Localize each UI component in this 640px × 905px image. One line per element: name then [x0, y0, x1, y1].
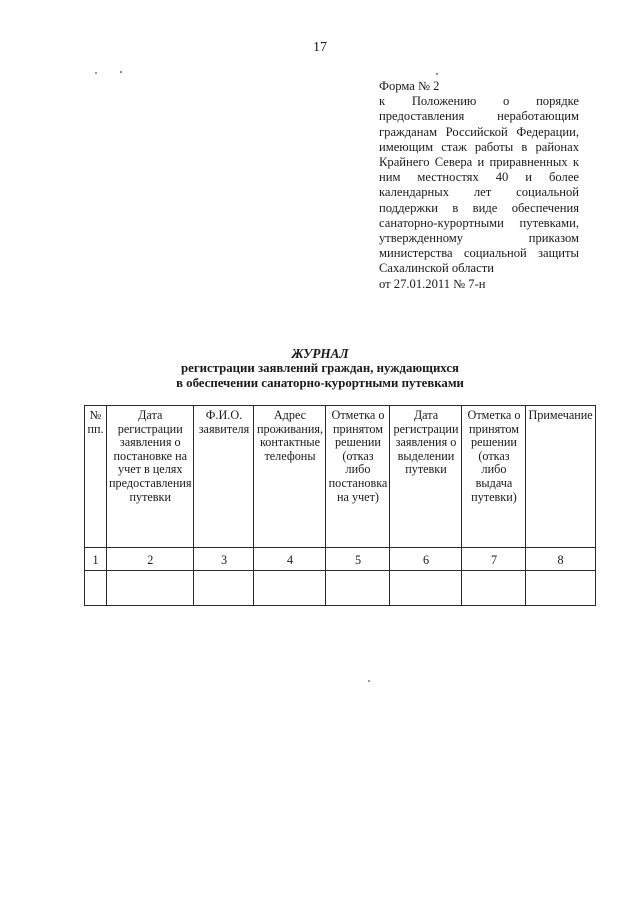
column-number: 6: [390, 548, 462, 571]
scan-speck: [95, 72, 97, 74]
form-label: Форма № 2: [379, 79, 440, 93]
column-header: Отметка о принятом решении (отказ либо постановка на учет): [326, 406, 390, 548]
column-number: 5: [326, 548, 390, 571]
column-number: 4: [254, 548, 326, 571]
column-header: Примечание: [526, 406, 595, 548]
annex-text: к Положению о порядке предоставления неработающим гражданам Российской Федерации, имеющим стаж работы в районах Крайнего Севера и приравненных к ним местностях 40 и более календарных лет социальной поддержки в виде обеспечения санаторно-курортными путевками, утвержденному приказом министерства социальной защиты Сахалинской области: [379, 94, 579, 276]
column-header: Дата регистрации заявления о постановке на учет в целях предоставления путевки: [107, 406, 194, 548]
column-number: 2: [107, 548, 194, 571]
empty-cell: [526, 571, 595, 606]
empty-cell: [85, 571, 107, 606]
empty-cell: [107, 571, 194, 606]
page-number: 17: [313, 40, 327, 55]
journal-header: [150, 346, 490, 391]
annex-date-line: от 27.01.2011 № 7-н: [379, 276, 486, 291]
journal-title: ЖУРНАЛ: [291, 346, 349, 361]
table-header-row: [85, 406, 596, 548]
column-number: 8: [526, 548, 595, 571]
column-number-row: [85, 548, 596, 571]
column-number: 3: [194, 548, 254, 571]
empty-cell: [462, 571, 526, 606]
column-header: № пп.: [85, 406, 107, 548]
table-row: [85, 571, 596, 606]
empty-cell: [194, 571, 254, 606]
empty-cell: [254, 571, 326, 606]
column-header: Дата регистрации заявления о выделении путевки: [390, 406, 462, 548]
empty-cell: [326, 571, 390, 606]
column-number: 7: [462, 548, 526, 571]
journal-subtitle-line-1: регистрации заявлений граждан, нуждающихся: [181, 361, 459, 375]
registration-table: [84, 405, 596, 606]
column-header: Отметка о принятом решении (отказ либо выдача путевки): [462, 406, 526, 548]
scan-speck: [436, 73, 438, 75]
annex-block: [379, 79, 579, 292]
scan-speck: [368, 680, 370, 682]
column-number: 1: [85, 548, 107, 571]
column-header: Адрес проживания, контактные телефоны: [254, 406, 326, 548]
column-header: Ф.И.О. заявителя: [194, 406, 254, 548]
empty-cell: [390, 571, 462, 606]
scan-speck: [120, 71, 122, 73]
journal-subtitle-line-2: в обеспечении санаторно-курортными путевками: [176, 376, 464, 390]
